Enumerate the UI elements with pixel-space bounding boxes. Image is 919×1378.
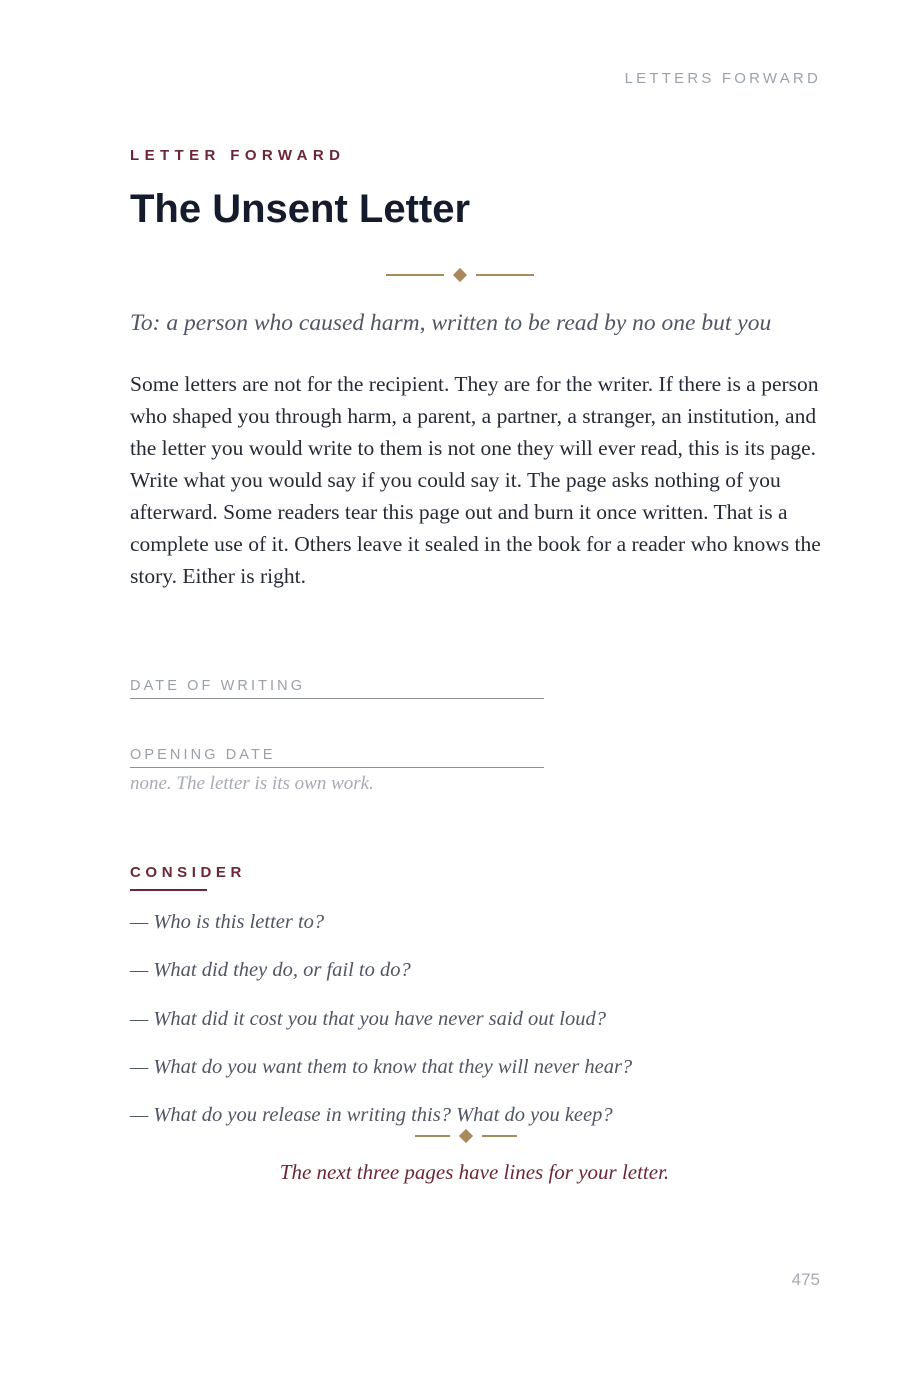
ornament-line-left bbox=[386, 274, 444, 276]
prompt-item: — What do you want them to know that they will never hear? bbox=[130, 1055, 633, 1078]
top-ornament bbox=[0, 270, 919, 280]
running-head: LETTERS FORWARD bbox=[624, 70, 821, 87]
prompt-item: — Who is this letter to? bbox=[130, 911, 325, 933]
consider-prompts bbox=[130, 907, 632, 1148]
prompt-item: — What did it cost you that you have never said out loud? bbox=[130, 1007, 606, 1030]
consider-underline bbox=[130, 889, 207, 891]
prompt-item: — What did they do, or fail to do? bbox=[130, 959, 411, 982]
ornament-line-right bbox=[476, 274, 534, 276]
closing-note: The next three pages have lines for your letter. bbox=[279, 1160, 670, 1184]
ornament-line-right bbox=[482, 1135, 517, 1137]
recipient-line: To: a person who caused harm, written to be read by no one but you bbox=[130, 310, 772, 336]
date-of-writing-field[interactable] bbox=[130, 677, 544, 699]
bottom-ornament bbox=[6, 1131, 919, 1141]
consider-heading: CONSIDER bbox=[130, 864, 246, 881]
ornament-line-left bbox=[415, 1135, 450, 1137]
body-paragraph: Some letters are not for the recipient. They are for the writer. If there is a person who shaped you through harm, a parent, a partner, a stranger, an institution, and the letter you would write to them is not one they will ever read, this is its page. Write what you would say if you could say it. The page asks nothing of you afterward. Some readers tear this page out and burn it once written. That is a complete use of it. Others leave it sealed in the book for a reader who knows the story. Either is right. bbox=[130, 372, 821, 588]
prompt-item: — What do you release in writing this? What do you keep? bbox=[130, 1104, 613, 1127]
diamond-icon bbox=[458, 1129, 472, 1143]
opening-date-field[interactable] bbox=[130, 746, 544, 768]
diamond-icon bbox=[452, 268, 466, 282]
opening-date-note: none. The letter is its own work. bbox=[130, 773, 374, 794]
page-title: The Unsent Letter bbox=[130, 187, 471, 231]
opening-date-label: OPENING DATE bbox=[130, 747, 276, 763]
page-number: 475 bbox=[791, 1270, 820, 1289]
section-label: LETTER FORWARD bbox=[130, 147, 346, 164]
date-of-writing-label: DATE OF WRITING bbox=[130, 678, 306, 694]
